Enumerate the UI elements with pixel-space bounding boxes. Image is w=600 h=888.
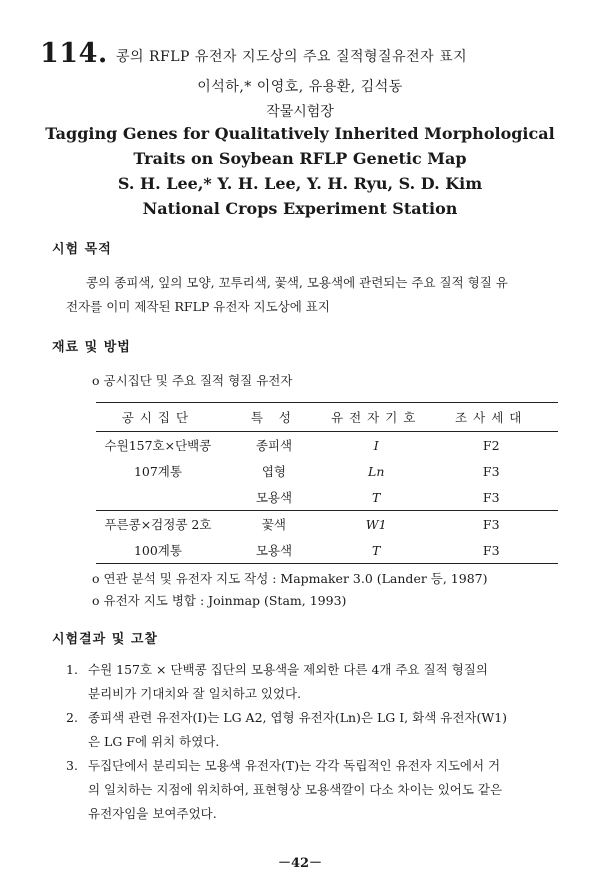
table-cell: 모용색: [255, 490, 293, 505]
methods-note-mapmaker: o 연관 분석 및 유전자 지도 작성 : Mapmaker 3.0 (Lander 등, 1987): [92, 571, 488, 586]
list-item: [66, 658, 576, 706]
table-row: [96, 511, 558, 538]
table-cell: 종피색: [255, 438, 293, 453]
title-korean: 콩의 RFLP 유전자 지도상의 주요 질적형질유전자 표지: [116, 49, 468, 65]
list-item-line: 수원 157호 × 단백콩 집단의 모용색을 제외한 다른 4개 주요 질적 형질의: [88, 662, 488, 677]
table-cell: 수원157호×단백콩: [104, 438, 212, 453]
list-item-line: 두집단에서 분리되는 모용색 유전자(T)는 각각 독립적인 유전자 지도에서 거: [88, 758, 501, 773]
table-cell: T: [372, 489, 381, 505]
title-english-line1: Tagging Genes for Qualitatively Inherited Morphological: [45, 124, 555, 143]
list-item-number: 1.: [66, 662, 78, 677]
table-header: 특 성: [220, 403, 328, 432]
institution-korean: 작물시험장: [266, 104, 334, 120]
table-row: [96, 432, 558, 459]
table-cell: 모용색: [220, 537, 328, 564]
table-cell: 꽃색: [220, 511, 328, 538]
table-header: 공시집단: [96, 403, 220, 432]
table-cell: 100계통: [96, 537, 220, 564]
table-cell: F3: [424, 511, 558, 538]
table-cell: I: [373, 437, 379, 453]
purpose-line1: 콩의 종피색, 잎의 모양, 꼬투리색, 꽃색, 모용색에 관련되는 주요 질적 형질 유: [86, 275, 508, 290]
methods-heading: 재료 및 방법: [52, 340, 131, 355]
table-cell: T: [328, 537, 424, 564]
purpose-line2: 전자를 이미 제작된 RFLP 유전자 지도상에 표지: [66, 299, 330, 314]
list-item-number: 3.: [66, 758, 78, 773]
list-item-line: 의 일치하는 지점에 위치하여, 표현형상 모용색깔이 다소 차이는 있어도 같은: [88, 782, 503, 797]
list-item-line: 분리비가 기대치와 잘 일치하고 있었다.: [88, 686, 302, 701]
list-item-line: 은 LG F에 위치 하였다.: [88, 734, 220, 749]
table-cell: W1: [328, 511, 424, 538]
table-cell: 엽형: [261, 464, 287, 479]
results-heading: 시험결과 및 고찰: [52, 632, 158, 647]
table-cell: [96, 484, 220, 511]
table-cell: F2: [482, 437, 500, 453]
traits-table: [96, 402, 558, 564]
title-english-line2: Traits on Soybean RFLP Genetic Map: [133, 149, 467, 168]
abstract-number: 114.: [40, 38, 108, 69]
table-row: [96, 458, 558, 484]
list-item: [66, 754, 576, 826]
page-number: －42－: [277, 856, 323, 871]
table-cell: F3: [482, 463, 500, 479]
methods-intro: o 공시집단 및 주요 질적 형질 유전자: [92, 373, 293, 388]
institution-english: National Crops Experiment Station: [142, 199, 458, 218]
methods-note-joinmap: o 유전자 지도 병합 : Joinmap (Stam, 1993): [92, 593, 347, 608]
authors-korean: 이석하,* 이영호, 유용환, 김석동: [197, 79, 403, 95]
table-header-row: [96, 403, 558, 432]
list-item: [66, 706, 576, 754]
table-row: [96, 537, 558, 564]
table-cell: F3: [482, 489, 500, 505]
table-cell: 107계통: [133, 464, 182, 479]
table-header: 유전자기호: [328, 403, 424, 432]
results-list: [66, 658, 576, 826]
table-cell: F3: [424, 537, 558, 564]
table-cell: Ln: [368, 463, 385, 479]
list-item-line: 유전자임을 보여주었다.: [88, 806, 217, 821]
authors-english: S. H. Lee,* Y. H. Lee, Y. H. Ryu, S. D. Kim: [117, 174, 483, 193]
list-item-number: 2.: [66, 710, 78, 725]
purpose-heading: 시험 목적: [52, 242, 112, 257]
table-header: 조사세대: [424, 403, 558, 432]
table-cell: 푸른콩×검정콩 2호: [96, 511, 220, 538]
table-row: [96, 484, 558, 511]
list-item-line: 종피색 관련 유전자(I)는 LG A2, 엽형 유전자(Ln)은 LG I, 화색 유전자(W1): [88, 710, 508, 725]
